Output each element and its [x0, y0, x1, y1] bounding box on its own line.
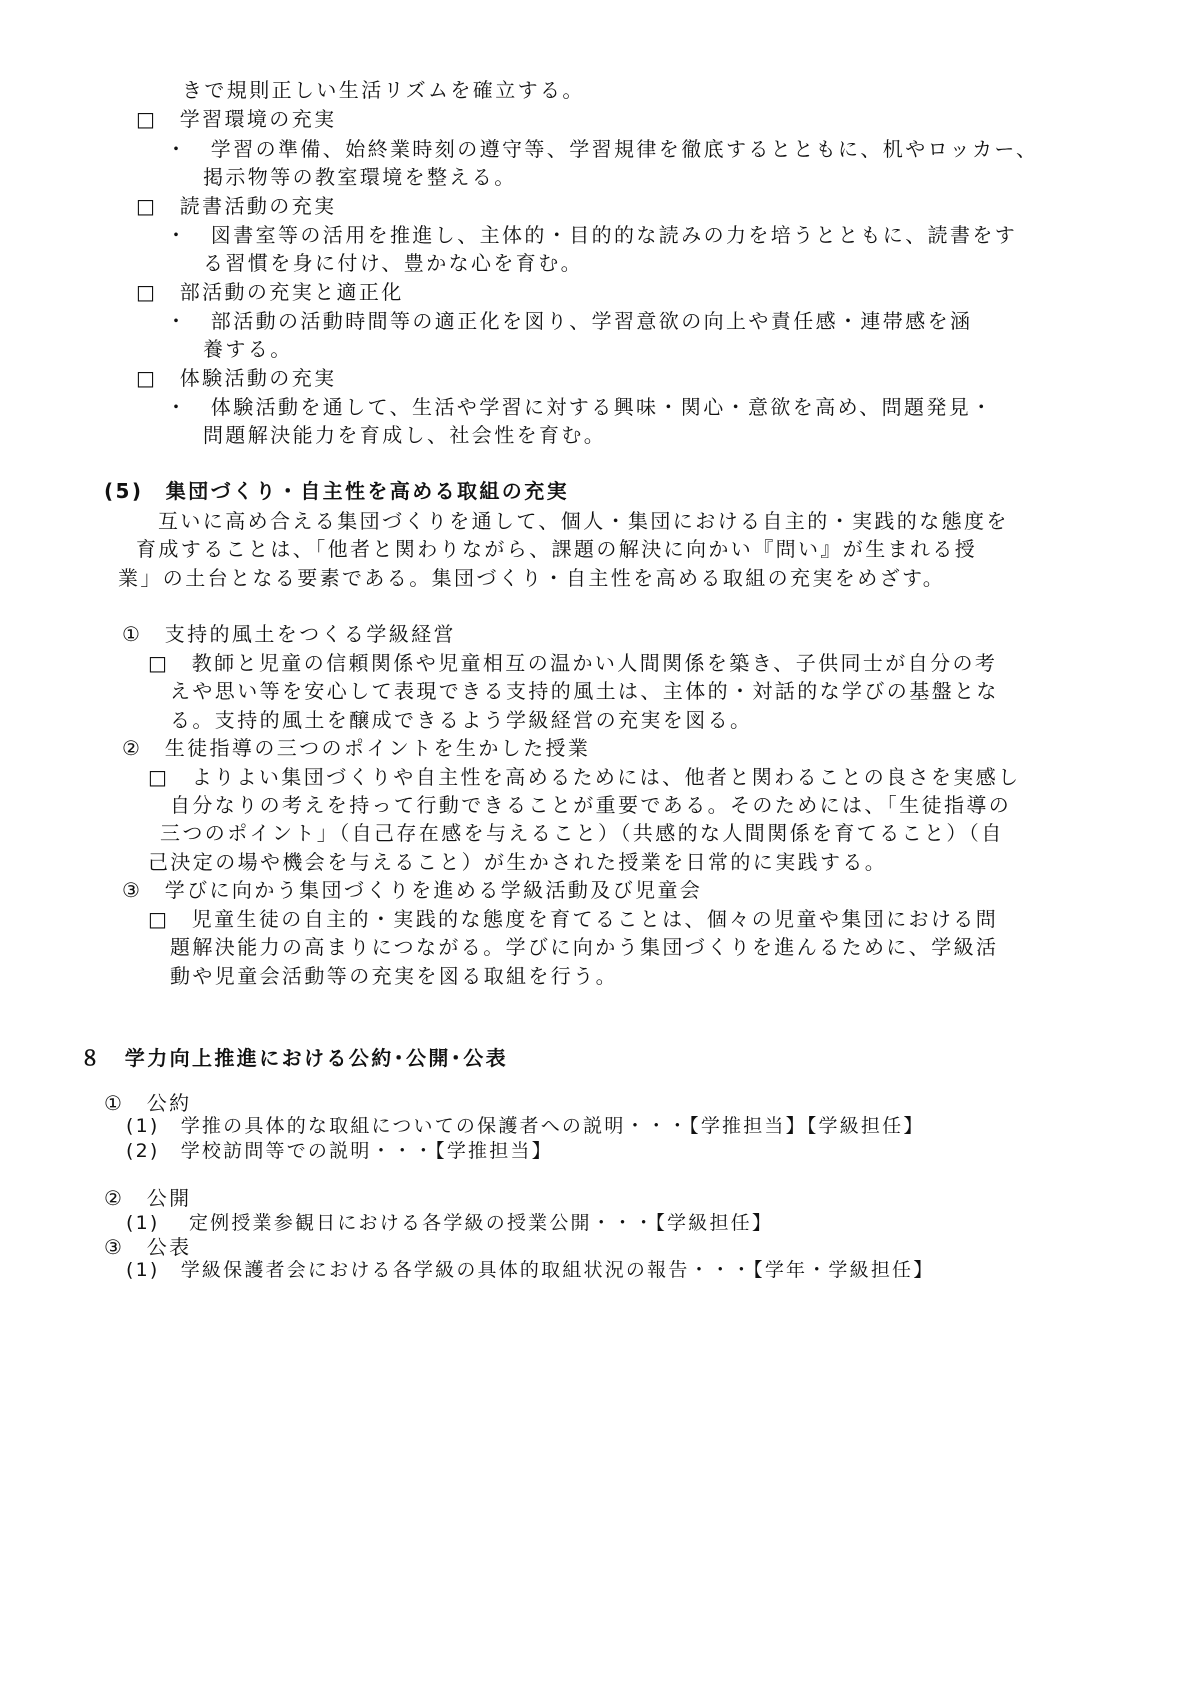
section-5-intro-line: 互いに高め合える集団づくりを通して、個人・集団における自主的・実践的な態度を: [158, 509, 1009, 533]
item-heading-club-activity: □ 部活動の充実と適正化: [136, 280, 404, 304]
item-heading-experience-activity: □ 体験活動の充実: [136, 366, 337, 390]
group-item: (1) 学級保護者会における各学級の具体的取組状況の報告・・・【学年・学級担任】: [126, 1259, 935, 1281]
subsection-line: えや思い等を安心して表現できる支持的風土は、主体的・対話的な学びの基盤とな: [170, 679, 999, 703]
section-5-intro-line: 育成することは、「他者と関わりながら、課題の解決に向かい『問い』が生まれる授: [136, 537, 978, 561]
subsection-line: 題解決能力の高まりにつながる。学びに向かう集団づくりを進んるために、学級活: [170, 935, 999, 959]
bullet-line: ・ 部活動の活動時間等の適正化を図り、学習意欲の向上や責任感・連帯感を涵: [166, 309, 973, 333]
section-5-heading: (5) 集団づくり・自主性を高める取組の充実: [104, 479, 569, 503]
continuation-line: きで規則正しい生活リズムを確立する。: [182, 78, 585, 102]
bullet-line: ・ 体験活動を通して、生活や学習に対する興味・関心・意欲を高め、問題発見・: [166, 395, 994, 419]
group-heading-announce: ③ 公表: [104, 1235, 192, 1259]
bullet-line: ・ 図書室等の活用を推進し、主体的・目的的な読みの力を培うとともに、読書をす: [166, 223, 1018, 247]
group-item: (2) 学校訪問等での説明・・・【学推担当】: [126, 1140, 553, 1162]
item-heading-learning-environment: □ 学習環境の充実: [136, 107, 337, 131]
group-heading-pledge: ① 公約: [104, 1091, 192, 1115]
section-8-heading: ８ 学力向上推進における公約･公開･公表: [80, 1046, 508, 1070]
group-item: (1) 学推の具体的な取組についての保護者への説明・・・【学推担当】【学級担任】: [126, 1115, 925, 1137]
subsection-line: □ 教師と児童の信頼関係や児童相互の温かい人間関係を築き、子供同士が自分の考: [148, 651, 998, 675]
group-heading-open: ② 公開: [104, 1186, 192, 1210]
subsection-line: 動や児童会活動等の充実を図る取組を行う。: [170, 964, 618, 988]
subsection-heading-3: ③ 学びに向かう集団づくりを進める学級活動及び児童会: [122, 878, 703, 902]
section-5-intro-line: 業」の土台となる要素である。集団づくり・自主性を高める取組の充実をめざす。: [118, 566, 946, 590]
subsection-heading-2: ② 生徒指導の三つのポイントを生かした授業: [122, 736, 591, 760]
bullet-line: 問題解決能力を育成し、社会性を育む。: [203, 423, 607, 447]
group-item: (1) 定例授業参観日における各学級の授業公開・・・【学級担任】: [126, 1212, 774, 1234]
subsection-line: 自分なりの考えを持って行動できることが重要である。そのためには、「生徒指導の: [170, 793, 1012, 817]
subsection-line: 己決定の場や機会を与えること）が生かされた授業を日常的に実践する。: [148, 850, 888, 874]
subsection-line: 三つのポイント」（自己存在感を与えること）（共感的な人間関係を育てること）（自: [160, 821, 1004, 845]
bullet-line: る習慣を身に付け、豊かな心を育む。: [203, 251, 583, 275]
subsection-line: る。支持的風土を醸成できるよう学級経営の充実を図る。: [170, 708, 753, 732]
bullet-line: 掲示物等の教室環境を整える。: [203, 165, 517, 189]
bullet-line: 養する。: [203, 337, 293, 361]
subsection-line: □ よりよい集団づくりや自主性を高めるためには、他者と関わることの良さを実感し: [148, 765, 1021, 789]
item-heading-reading-activity: □ 読書活動の充実: [136, 194, 337, 218]
bullet-line: ・ 学習の準備、始終業時刻の遵守等、学習規律を徹底するとともに、机やロッカー、: [166, 137, 1039, 161]
subsection-heading-1: ① 支持的風土をつくる学級経営: [122, 622, 456, 646]
subsection-line: □ 児童生徒の自主的・実践的な態度を育てることは、個々の児童や集団における問: [148, 907, 999, 931]
